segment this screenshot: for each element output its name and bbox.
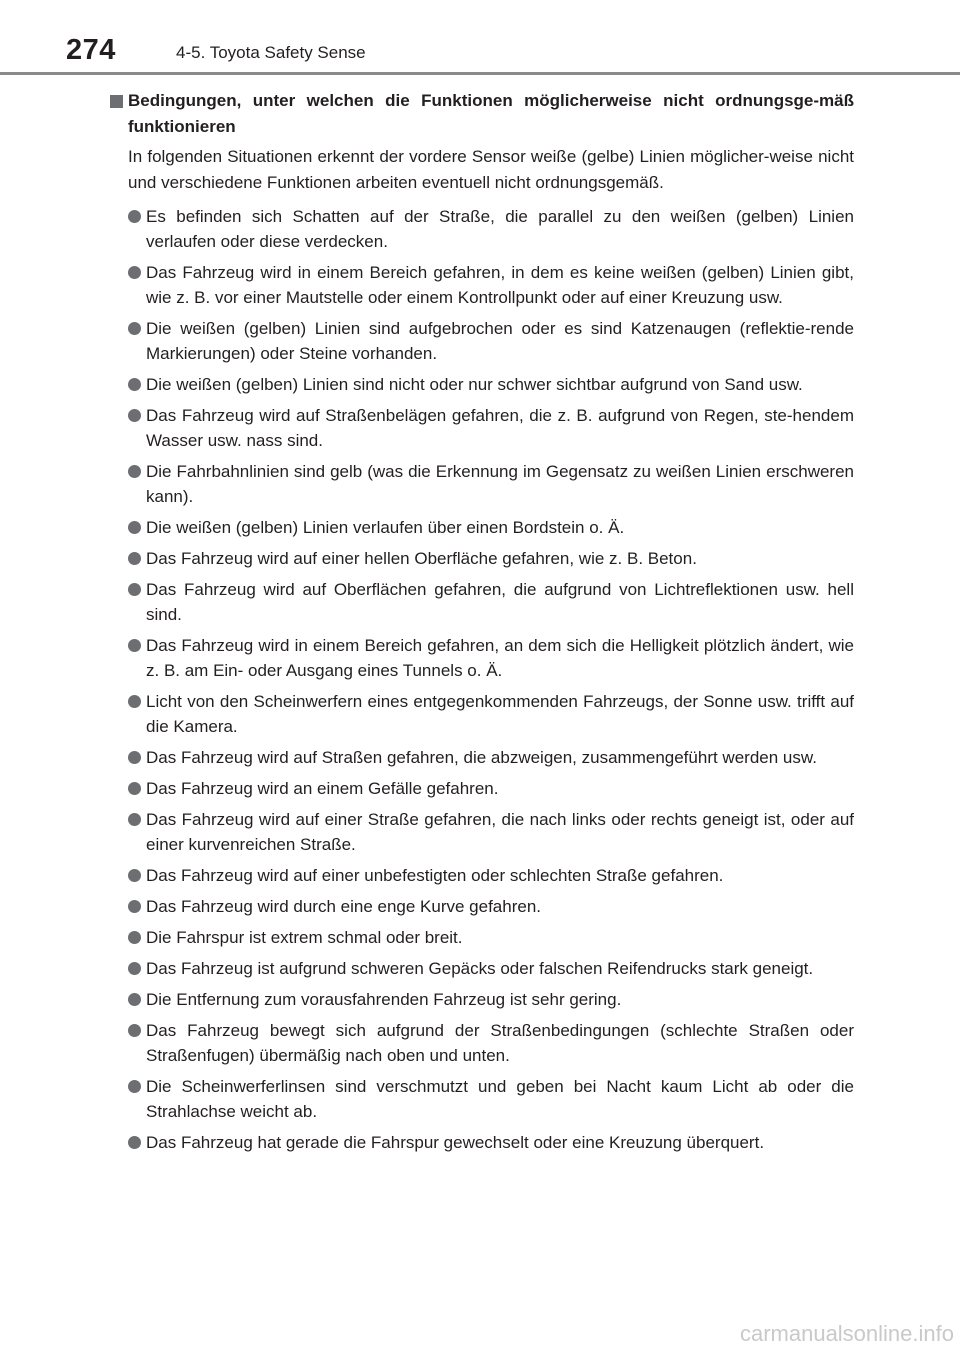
list-item — [106, 689, 854, 739]
section-heading — [106, 88, 854, 140]
list-item-text: Die weißen (gelben) Linien sind nicht oder nur schwer sichtbar aufgrund von Sand usw. — [146, 375, 803, 394]
list-item — [106, 546, 854, 571]
circle-bullet-icon — [128, 322, 141, 335]
list-item — [106, 515, 854, 540]
list-item-text: Das Fahrzeug wird auf Straßenbelägen gefahren, die z. B. aufgrund von Regen, ste-hendem Wasser usw. nass sind. — [146, 406, 854, 450]
list-item — [106, 863, 854, 888]
circle-bullet-icon — [128, 962, 141, 975]
page-number: 274 — [66, 34, 116, 66]
list-item — [106, 633, 854, 683]
list-item-text: Das Fahrzeug wird an einem Gefälle gefahren. — [146, 779, 499, 798]
list-item-text: Die Fahrbahnlinien sind gelb (was die Erkennung im Gegensatz zu weißen Linien erschweren kann). — [146, 462, 854, 506]
circle-bullet-icon — [128, 751, 141, 764]
list-item — [106, 745, 854, 770]
watermark-text: carmanualsonline.info — [739, 1321, 954, 1346]
header-divider — [0, 72, 960, 75]
list-item-text: Das Fahrzeug wird auf einer Straße gefahren, die nach links oder rechts geneigt ist, oder auf einer kurvenreichen Straße. — [146, 810, 854, 854]
list-item — [106, 776, 854, 801]
list-item — [106, 459, 854, 509]
list-item — [106, 577, 854, 627]
list-item — [106, 1130, 854, 1155]
list-item — [106, 807, 854, 857]
circle-bullet-icon — [128, 695, 141, 708]
list-item — [106, 316, 854, 366]
circle-bullet-icon — [128, 266, 141, 279]
circle-bullet-icon — [128, 993, 141, 1006]
section-title: 4-5. Toyota Safety Sense — [176, 43, 366, 62]
list-item-text: Die Entfernung zum vorausfahrenden Fahrzeug ist sehr gering. — [146, 990, 622, 1009]
list-item-text: Die weißen (gelben) Linien sind aufgebrochen oder es sind Katzenaugen (reflektie-rende Markierungen) oder Steine vorhanden. — [146, 319, 854, 363]
list-item-text: Das Fahrzeug wird in einem Bereich gefahren, an dem sich die Helligkeit plötzlich ändert, wie z. B. am Ein- oder Ausgang eines Tunnels o. Ä. — [146, 636, 854, 680]
list-item — [106, 987, 854, 1012]
list-item-text: Das Fahrzeug wird auf Oberflächen gefahren, die aufgrund von Lichtreflektionen usw. hell sind. — [146, 580, 854, 624]
list-item-text: Das Fahrzeug wird in einem Bereich gefahren, in dem es keine weißen (gelben) Linien gibt, wie z. B. vor einer Mautstelle oder einem Kontrollpunkt oder auf einer Kreuzung usw. — [146, 263, 854, 307]
intro-paragraph: In folgenden Situationen erkennt der vordere Sensor weiße (gelbe) Linien möglicher-weise nicht und verschiedene Funktionen arbeiten eventuell nicht ordnungsgemäß. — [128, 147, 854, 192]
list-item-text: Das Fahrzeug ist aufgrund schweren Gepäcks oder falschen Reifendrucks stark geneigt. — [146, 959, 814, 978]
circle-bullet-icon — [128, 1080, 141, 1093]
list-item — [106, 925, 854, 950]
circle-bullet-icon — [128, 813, 141, 826]
list-item — [106, 1074, 854, 1124]
list-item — [106, 894, 854, 919]
circle-bullet-icon — [128, 782, 141, 795]
section-heading-text: Bedingungen, unter welchen die Funktionen möglicherweise nicht ordnungsge-mäß funktionieren — [128, 91, 854, 136]
list-item-text: Das Fahrzeug wird auf Straßen gefahren, die abzweigen, zusammengeführt werden usw. — [146, 748, 817, 767]
circle-bullet-icon — [128, 900, 141, 913]
list-item-text: Die weißen (gelben) Linien verlaufen über einen Bordstein o. Ä. — [146, 518, 625, 537]
list-item — [106, 372, 854, 397]
circle-bullet-icon — [128, 378, 141, 391]
circle-bullet-icon — [128, 583, 141, 596]
circle-bullet-icon — [128, 210, 141, 223]
list-item — [106, 956, 854, 981]
list-item-text: Die Fahrspur ist extrem schmal oder breit. — [146, 928, 463, 947]
circle-bullet-icon — [128, 465, 141, 478]
circle-bullet-icon — [128, 869, 141, 882]
circle-bullet-icon — [128, 931, 141, 944]
list-item — [106, 403, 854, 453]
page-header — [0, 0, 960, 76]
circle-bullet-icon — [128, 521, 141, 534]
list-item-text: Es befinden sich Schatten auf der Straße, die parallel zu den weißen (gelben) Linien verlaufen oder diese verdecken. — [146, 207, 854, 251]
list-item-text: Das Fahrzeug wird durch eine enge Kurve gefahren. — [146, 897, 542, 916]
list-item-text: Das Fahrzeug wird auf einer hellen Oberfläche gefahren, wie z. B. Beton. — [146, 549, 697, 568]
circle-bullet-icon — [128, 552, 141, 565]
list-item-text: Die Scheinwerferlinsen sind verschmutzt und geben bei Nacht kaum Licht ab oder die Strahlachse weicht ab. — [146, 1077, 854, 1121]
list-item — [106, 1018, 854, 1068]
bullet-list — [106, 204, 854, 1155]
circle-bullet-icon — [128, 409, 141, 422]
list-item-text: Das Fahrzeug hat gerade die Fahrspur gewechselt oder eine Kreuzung überquert. — [146, 1133, 765, 1152]
list-item — [106, 204, 854, 254]
circle-bullet-icon — [128, 1024, 141, 1037]
page-content — [106, 88, 854, 1161]
list-item — [106, 260, 854, 310]
circle-bullet-icon — [128, 639, 141, 652]
list-item-text: Das Fahrzeug wird auf einer unbefestigten oder schlechten Straße gefahren. — [146, 866, 724, 885]
list-item-text: Licht von den Scheinwerfern eines entgegenkommenden Fahrzeugs, der Sonne usw. trifft auf die Kamera. — [146, 692, 854, 736]
list-item-text: Das Fahrzeug bewegt sich aufgrund der Straßenbedingungen (schlechte Straßen oder Straßenfugen) übermäßig nach oben und unten. — [146, 1021, 854, 1065]
square-bullet-icon — [110, 95, 123, 108]
circle-bullet-icon — [128, 1136, 141, 1149]
